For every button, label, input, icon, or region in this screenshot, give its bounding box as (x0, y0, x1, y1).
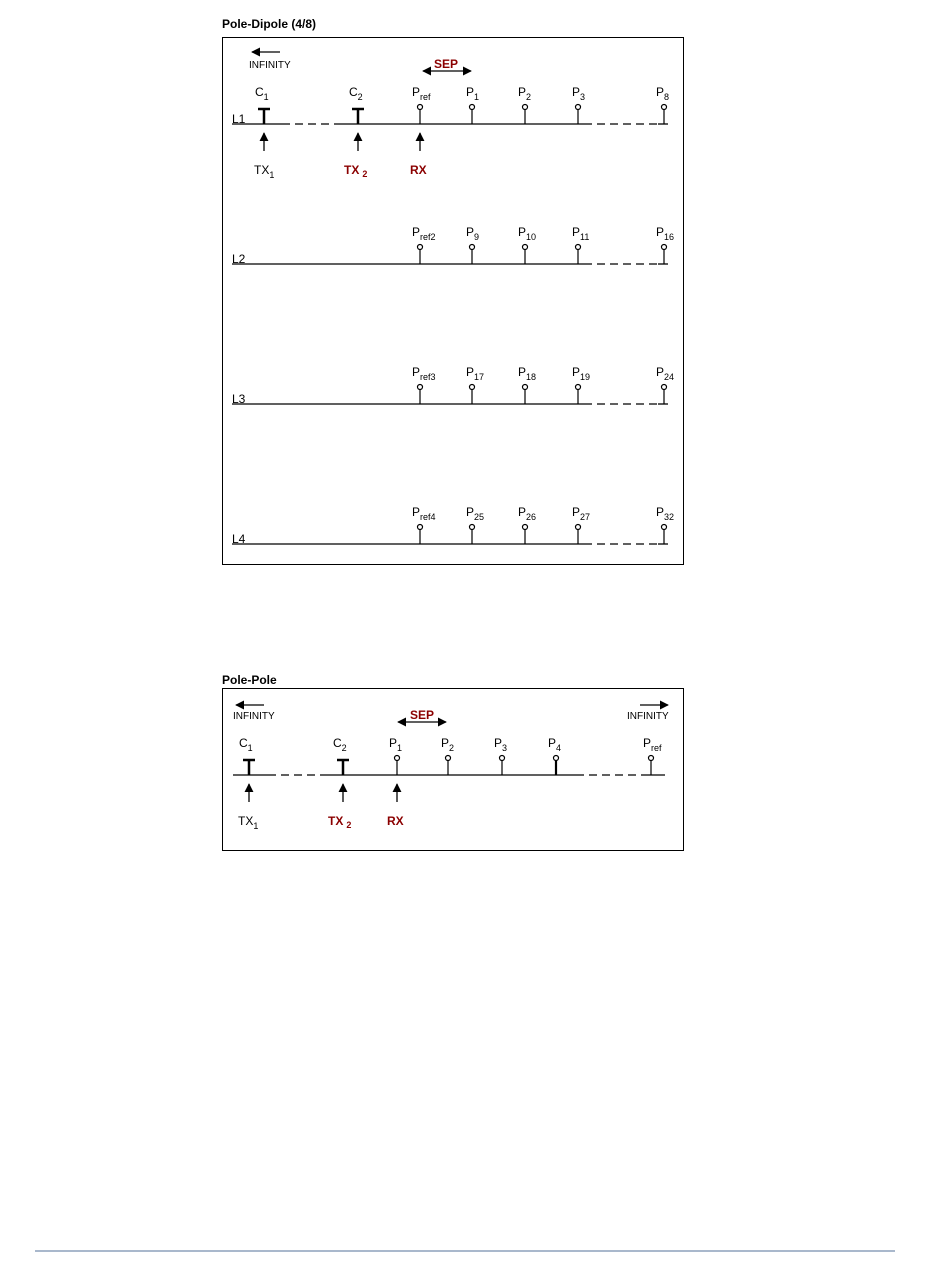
p25-label: $P_{25}$ (466, 505, 485, 522)
rx-label: RX (410, 163, 427, 177)
c2-label: $C_2$ (333, 736, 347, 753)
p9-label: $P_9$ (466, 225, 480, 242)
figure2-title: Pole-Pole (222, 673, 277, 687)
c2-label: $C_2$ (349, 85, 363, 102)
p32-label: $P_{32}$ (656, 505, 675, 522)
rx-label: RX (387, 814, 404, 828)
sep-label: SEP (410, 708, 435, 722)
tx2-label: TX $_2$ (328, 814, 352, 830)
p26-label: $P_{26}$ (518, 505, 537, 522)
line-l1-label: L1 (232, 112, 246, 126)
p24-label: $P_{24}$ (656, 365, 675, 382)
figure1-title: Pole-Dipole (4/8) (222, 17, 317, 31)
line-l2-label: L2 (232, 252, 246, 266)
footer-divider (35, 1250, 895, 1252)
pref3-label: $P_{ref3}$ (412, 365, 436, 382)
p8-label: $P_8$ (656, 85, 670, 102)
infinity-left-label: INFINITY (233, 711, 275, 722)
p10-label: $P_{10}$ (518, 225, 537, 242)
p19-label: $P_{19}$ (572, 365, 591, 382)
infinity-right-label: INFINITY (627, 711, 669, 722)
c1-electrode-icon (243, 760, 255, 775)
p16-label: $P_{16}$ (656, 225, 675, 242)
infinity-label: INFINITY (249, 60, 291, 71)
p2-label: $P_2$ (518, 85, 532, 102)
p17-label: $P_{17}$ (466, 365, 485, 382)
sep-label: SEP (434, 57, 459, 71)
potential-electrode-icon (395, 756, 654, 776)
pref4-label: $P_{ref4}$ (412, 505, 436, 522)
p1-label: $P_1$ (389, 736, 403, 753)
p27-label: $P_{27}$ (572, 505, 591, 522)
p11-label: $P_{11}$ (572, 225, 590, 242)
c2-electrode-icon (337, 760, 349, 775)
pref-label: $P_{ref}$ (412, 85, 431, 102)
p3-label: $P_3$ (494, 736, 508, 753)
tx1-label: $TX_1$ (238, 814, 259, 831)
tx1-label: $TX_1$ (254, 163, 275, 180)
p1-label: $P_1$ (466, 85, 480, 102)
c1-label: $C_1$ (255, 85, 269, 102)
c1-label: $C_1$ (239, 736, 253, 753)
p18-label: $P_{18}$ (518, 365, 537, 382)
pref-label: $P_{ref}$ (643, 736, 662, 753)
line-l3-label: L3 (232, 392, 246, 406)
p2-label: $P_2$ (441, 736, 455, 753)
p3-label: $P_3$ (572, 85, 586, 102)
pref2-label: $P_{ref2}$ (412, 225, 436, 242)
line-l4-label: L4 (232, 532, 246, 546)
tx2-label: TX $_2$ (344, 163, 368, 179)
p4-label: $P_4$ (548, 736, 562, 753)
